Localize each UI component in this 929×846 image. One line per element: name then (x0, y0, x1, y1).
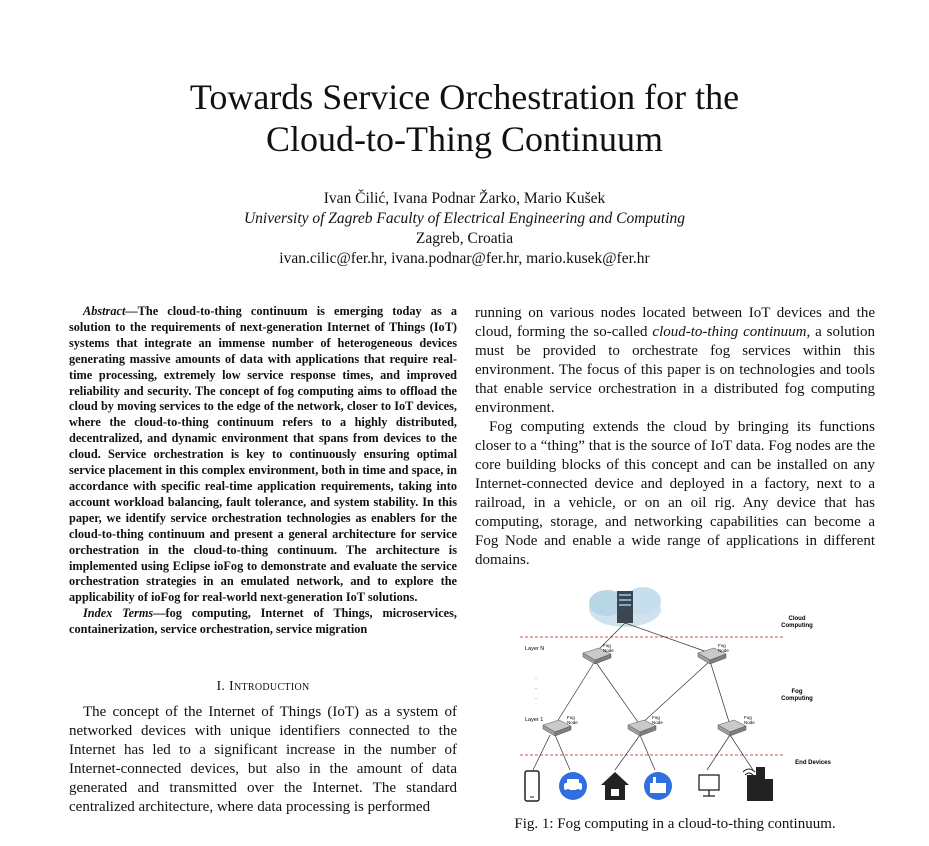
right-paragraph-2: Fog computing extends the cloud by bringing its functions closer to a “thing” that is the source of IoT data. Fog nodes are the core building blocks of this concept and can be installed on any Internet-connected device and deployed in a factory, next to a railroad, in a vehicle, or on an oil rig. Any device that has computing, storage, and networking capabilities can become a Fog Node and enable a wide range of applications in different domains. (475, 419, 875, 568)
location: Zagreb, Croatia (415, 230, 514, 247)
fog-node-label: Fog Node (567, 715, 578, 725)
smart-factory-icon (644, 772, 672, 800)
fog-node-icon (583, 643, 614, 664)
section-heading-introduction (69, 679, 457, 695)
connected-car-icon (559, 772, 587, 800)
abstract-text: —The cloud-to-thing continuum is emerging today as a solution to the requirements of next-generation Internet of Things (IoT) systems that integrate an immense number of heterogeneous devices generating massive amounts of data with applications that require real-time processing, extremely low service response times, and improved reliability and security. The concept of fog computing aims to offload the cloud by moving services to the edge of the network, closer to IoT devices, where the cloud-to-thing continuum refers to a highly distributed, decentralized, and dynamic environment that spans from devices to the cloud. Service orchestration is key to continuously ensuring optimal service placement in this complex environment, both in time and space, in accordance with specific real-time application requirements, taking into account workload balancing, fault tolerance, and system stability. In this paper, we identify service orchestration technologies as enablers for the cloud-to-thing continuum and present a general architecture for service orchestration in the cloud-to-thing continuum. The architecture is implemented using Eclipse ioFog to demonstrate and evaluate the service orchestration strategies in an emulated network, and to explore the applicability of ioFog for real-world next-generation IoT solutions. (69, 304, 457, 605)
index-terms-lead: Index Terms (83, 606, 154, 621)
abstract-lead: Abstract (83, 304, 126, 318)
label-end-devices: End Devices (795, 760, 831, 766)
smart-home-icon (601, 772, 629, 800)
layer-ellipsis: · (535, 676, 537, 682)
title-line-1: Towards Service Orchestration for the (189, 77, 740, 117)
paper-title (0, 76, 929, 160)
right-column (475, 304, 875, 570)
layer-ellipsis: · (535, 696, 537, 702)
fog-node-label: Fog Node (603, 643, 614, 653)
author-block (0, 189, 929, 269)
p1-text-a: running on various nodes located between IoT devices and the cloud, forming the so-called (475, 305, 875, 340)
p1-text-b: , a solution must be provided to orchestrate fog services within this environment. The focus of this paper is on technologies and tools that enable service orchestration in a distributed fog computing environment. (475, 324, 875, 416)
layer-ellipsis: · (535, 686, 537, 692)
fog-node-icon (543, 715, 578, 736)
computer-icon (699, 775, 719, 796)
cloud-icon (589, 587, 661, 627)
index-terms-text: —fog computing, Internet of Things, microservices, containerization, service orchestration, service migration (69, 606, 457, 637)
intro-paragraph: The concept of the Internet of Things (IoT) as a system of networked devices with unique identifiers connected to the Internet has led to a significant increase in the number of Internet-connected devices, but also in the amount of data generated and transmitted over the Internet. The standard centralized architecture, where data processing is performed (69, 704, 457, 816)
fog-node-icon (718, 715, 755, 736)
smartphone-icon (525, 771, 539, 801)
smart-building-icon (743, 767, 773, 801)
index-terms (69, 606, 457, 638)
fog-node-icon (698, 643, 729, 664)
author-names: Ivan Čilić, Ivana Podnar Žarko, Mario Kušek (323, 190, 606, 207)
section-heading-text: I. Introduction (216, 679, 310, 695)
right-paragraph-1 (475, 304, 875, 418)
fog-node-icon (628, 715, 663, 736)
emails: ivan.cilic@fer.hr, ivana.podnar@fer.hr, mario.kusek@fer.hr (279, 250, 650, 267)
fog-node-label: Fog Node (652, 715, 663, 725)
affiliation: University of Zagreb Faculty of Electrical Engineering and Computing (243, 210, 686, 227)
p1-term: cloud-to-thing continuum (652, 324, 807, 340)
fog-node-label: Fog Node (744, 715, 755, 725)
figure-caption: Fig. 1: Fog computing in a cloud-to-thing continuum. (514, 816, 836, 832)
label-cloud-computing: Cloud Computing (781, 616, 813, 629)
abstract (69, 304, 457, 606)
fog-node-label: Fog Node (718, 643, 729, 653)
title-line-2: Cloud-to-Thing Continuum (265, 119, 663, 159)
fog-architecture-figure (515, 585, 845, 807)
label-layer-n: Layer N (525, 646, 545, 652)
label-fog-computing: Fog Computing (781, 689, 813, 702)
left-column (69, 304, 457, 817)
label-layer-1: Layer 1 (525, 717, 544, 723)
